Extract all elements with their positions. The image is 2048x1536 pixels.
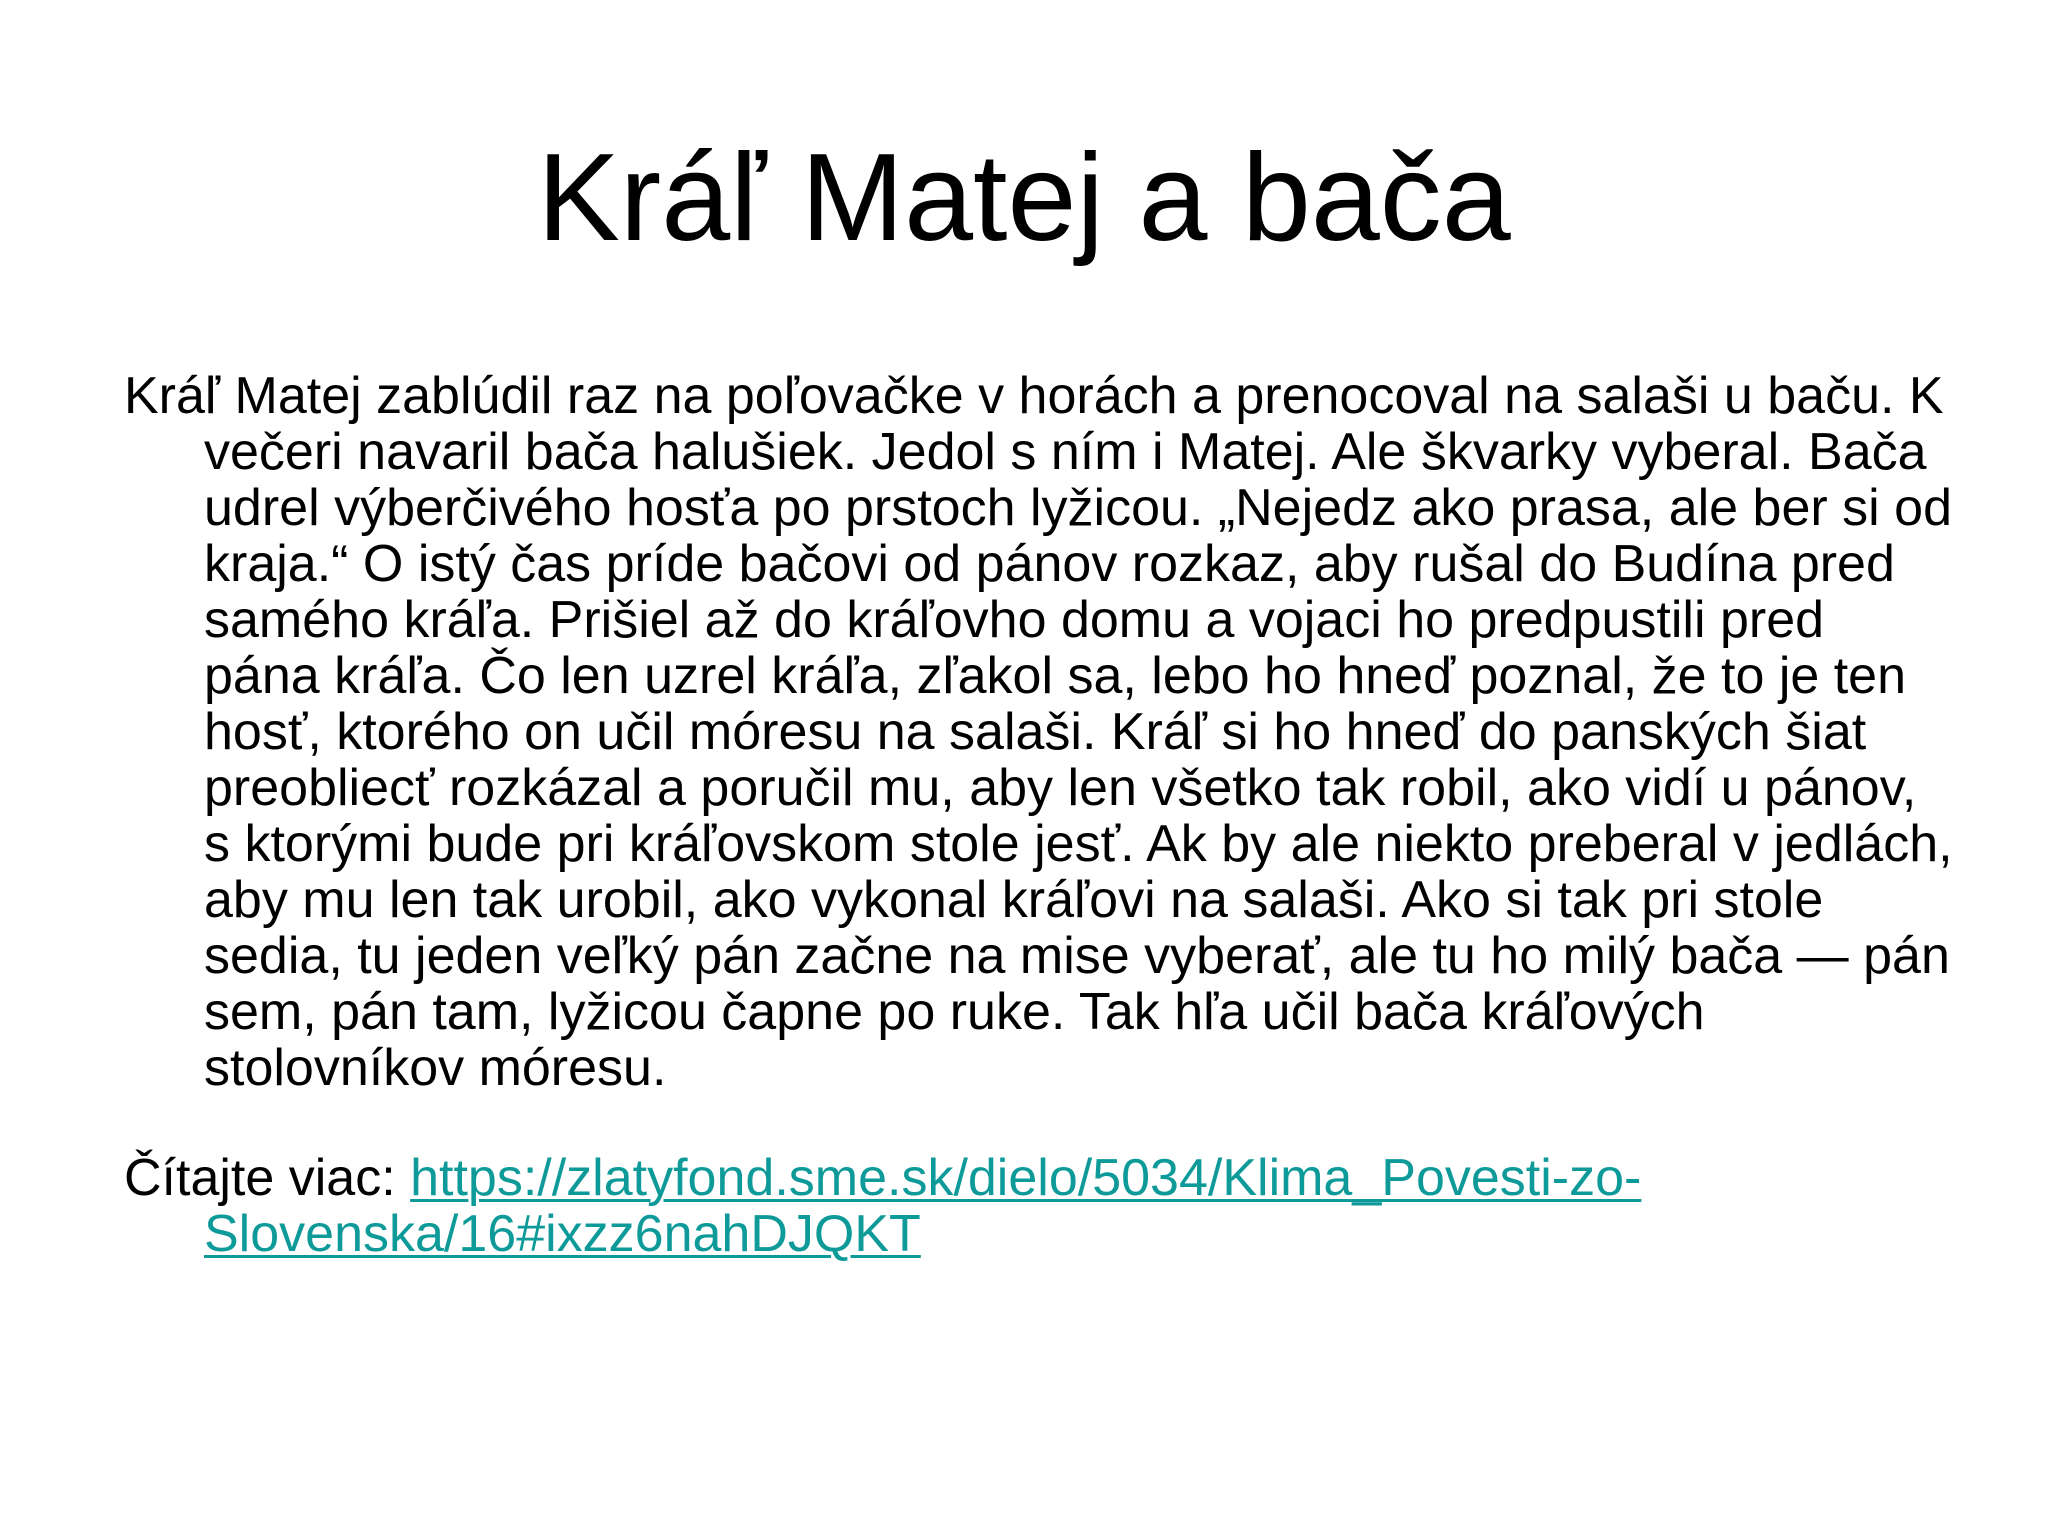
story-line: učil bača kráľových stolovníkov móresu. [204, 983, 1705, 1097]
story-line: jedlách, aby mu len tak urobil, ako vykonal kráľovi na salaši. Ako si [204, 815, 1953, 929]
story-line: kráľa, zľakol sa, lebo ho hneď poznal, že to je ten hosť, ktorého on [204, 647, 1907, 761]
story-line: baču. K večeri navaril bača halušiek. Jedol s ním i Matej. Ale [204, 367, 1944, 481]
story-line: tak pri stole sedia, tu jeden veľký pán začne na mise vyberať, ale tu [204, 871, 1824, 985]
source-paragraph [124, 1150, 1954, 1262]
story-line: rozkázal a poručil mu, aby len všetko tak robil, ako vidí u pánov, s [204, 759, 1917, 873]
source-link-line: https://zlatyfond.sme.sk/dielo/5034/Klima_Povesti-zo- [410, 1149, 1642, 1207]
story-paragraph [124, 368, 1954, 1096]
story-line: kráľovho domu a vojaci ho predpustili pred pána kráľa. Čo len uzrel [204, 591, 1825, 705]
story-line: Kráľ Matej zablúdil raz na poľovačke v horách a prenocoval na salaši u [124, 367, 1753, 425]
story-line: učil móresu na salaši. Kráľ si ho hneď do panských šiat preobliecť [204, 703, 1867, 817]
story-line: ktorými bude pri kráľovskom stole jesť. Ak by ale niekto preberal v [244, 815, 1759, 873]
story-line: ho milý bača — pán sem, pán tam, lyžicou čapne po ruke. Tak hľa [204, 927, 1950, 1041]
slide-title: Kráľ Matej a bača [537, 129, 1511, 267]
story-line: „Nejedz ako prasa, ale ber si od kraja.“ O istý čas príde bačovi od [204, 479, 1952, 593]
story-line: pánov rozkaz, aby rušal do Budína pred samého kráľa. Prišiel až do [204, 535, 1895, 649]
source-link-line: Slovenska/16#ixzz6nahDJQKT [204, 1205, 921, 1263]
source-label: Čítajte viac: [124, 1149, 396, 1207]
slide-body [124, 368, 1954, 1262]
story-line: škvarky vyberal. Bača udrel výberčivého hosťa po prstoch lyžicou. [204, 423, 1927, 537]
source-link[interactable] [204, 1149, 1641, 1263]
